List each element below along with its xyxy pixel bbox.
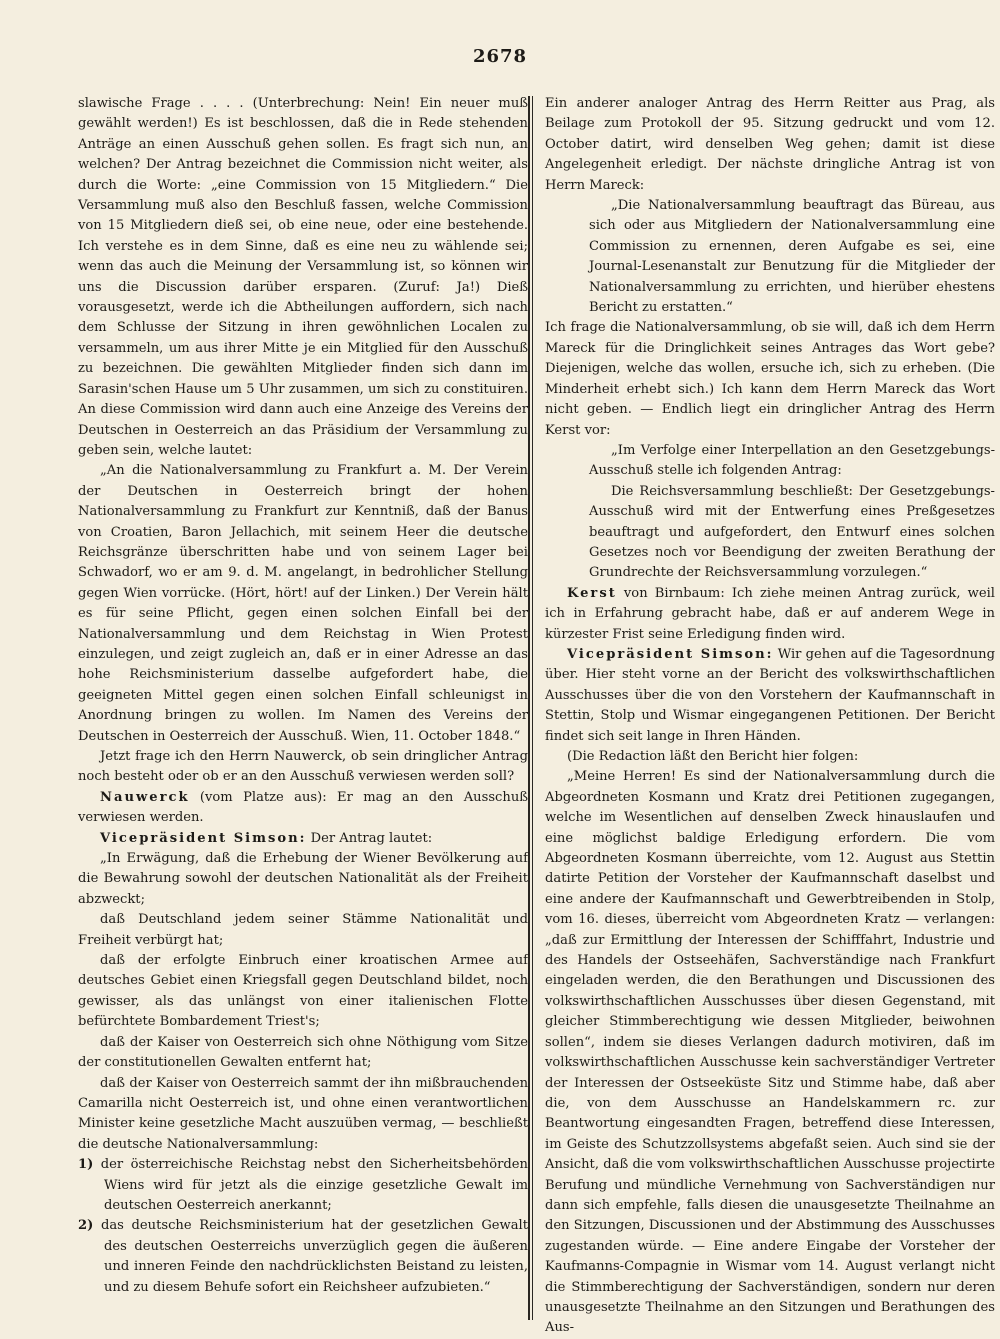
paragraph: Ich frage die Nationalversammlung, ob sie will, daß ich dem Herrn Mareck für die Dringlichkeit seines Antrages das Wort gebe? Diejenigen, welche das wollen, ersuche ich, sich zu erheben. (Die Minderheit erhebt sich.) Ich kann dem Herrn Mareck das Wort nicht geben. — Endlich liegt ein dringlicher Antrag des Herrn Kerst vor: — [545, 320, 995, 438]
motion-clause: daß der Kaiser von Oesterreich sich ohne Nöthigung vom Sitze der constitutionellen Gewalten entfernt hat; — [78, 1034, 528, 1071]
speaker-paragraph — [545, 584, 995, 645]
item-number: 1) — [78, 1157, 94, 1173]
left-column — [78, 94, 528, 1298]
quoted-motion: „Die Nationalversammlung beauftragt das Büreau, aus sich oder aus Mitgliedern der Nationalversammlung eine Commission zu ernennen, deren Aufgabe es sei, eine Journal-Lesenanstalt zur Benutzung für die Mitglieder der Nationalversammlung zu errichten, und hierüber ehestens Bericht zu erstatten.“ — [589, 198, 995, 316]
paragraph: Ein anderer analoger Antrag des Herrn Reitter aus Prag, als Beilage zum Protokoll der 95. Sitzung gedruckt und vom 12. October datirt, wird denselben Weg gehen; damit ist diese Angelegenheit erledigt. Der nächste dringliche Antrag ist von Herrn Mareck: — [545, 96, 995, 193]
speech-text: Der Antrag lautet: — [306, 830, 433, 846]
speaker-name: Kerst — [567, 585, 617, 601]
paragraph: slawische Frage . . . . (Unterbrechung: Nein! Ein neuer muß gewählt werden!) Es ist beschlossen, daß die in Rede stehenden Anträge an einen Ausschuß gehen sollen. Es fragt sich nun, an welchen? Der Antrag bezeichnet die Commission nicht weiter, als durch die Worte: „eine Commission von 15 Mitgliedern.“ Die Versammlung muß also den Beschluß fassen, welche Commission von 15 Mitgliedern dieß sei, ob eine neue, oder eine bestehende. Ich verstehe es in dem Sinne, daß es eine neu zu wählende sei; wenn das auch die Meinung der Versammlung ist, so können wir uns die Discussion darüber ersparen. (Zuruf: Ja!) Dieß vorausgesetzt, werde ich die Abtheilungen auffordern, sich nach dem Schlusse der Sitzung in ihren gewöhnlichen Localen zu versammeln, um aus ihrer Mitte je ein Mitglied für den Ausschuß zu bezeichnen. Die gewählten Mitglieder finden sich dann im Sarasin'schen Hause um 5 Uhr zusammen, um sich zu constituiren. An diese Commission wird dann auch eine Anzeige des Vereins der Deutschen in Oesterreich an das Präsidium der Versammlung zu geben sein, welche lautet: — [78, 96, 528, 458]
speaker-paragraph — [78, 788, 528, 829]
item-text: der österreichische Reichstag nebst den Sicherheitsbehörden Wiens wird für jetzt als die einzige gesetzliche Gewalt im deutschen Oesterreich anerkannt; — [100, 1157, 528, 1213]
paragraph: Jetzt frage ich den Herrn Nauwerck, ob sein dringlicher Antrag noch besteht oder ob er an den Ausschuß verwiesen werden soll? — [78, 749, 528, 785]
speech-text: (vom Platze aus): Er mag an den Ausschuß verwiesen werden. — [78, 789, 528, 826]
speech-text: Wir gehen auf die Tagesordnung über. Hier steht vorne an der Bericht des volkswirthschaftlichen Ausschusses über die von den Vorstehern der Kaufmannschaft in Stettin, Stolp und Wismar eingegangenen Petitionen. Der Bericht findet sich seit lange in Ihren Händen. — [545, 646, 996, 744]
right-column — [545, 94, 995, 1339]
item-text: das deutsche Reichsministerium hat der gesetzlichen Gewalt des deutschen Oesterreichs unverzüglich gegen die äußeren und inneren Feinde den nachdrücklichsten Beistand zu leisten, und zu diesem Behufe sofort ein Reichsheer aufzubieten.“ — [100, 1218, 528, 1295]
column-divider-inner — [532, 96, 533, 1320]
speaker-paragraph — [545, 645, 995, 747]
column-divider — [528, 96, 530, 1320]
report-text: „Meine Herren! Es sind der Nationalversammlung durch die Abgeordneten Kosmann und Kratz drei Petitionen zugegangen, welche im Wesentlichen auf denselben Zweck hinauslaufen und eine möglichst baldige Erledigung erfordern. Die vom Abgeordneten Kosmann überreichte, vom 12. August aus Stettin datirte Petition der Vorsteher der Kaufmannschaft daselbst und eine andere der Kaufmannschaft und Gewerbtreibenden in Stolp, vom 16. dieses, überreicht vom Abgeordneten Kratz — verlangen: „daß zur Ermittlung der Interessen der Schifffahrt, Industrie und des Handels der Ostseehäfen, Sachverständige nach Frankfurt eingeladen werden, die den Berathungen und Discussionen des volkswirthschaftlichen Ausschusses über diesen Gegenstand, mit gleicher Stimmberechtigung wie dessen Mitglieder, beiwohnen sollen“, indem sie dieses Verlangen dadurch motiviren, daß im volkswirthschaftlichen Ausschusse kein sachverständiger Vertreter der Interessen der Ostseeküste Sitz und Stimme habe, daß aber die, von dem Ausschusse an Handelskammern rc. zur Beantwortung eingesandten Fragen, betreffend diese Interessen, im Geiste des Schutzzollsystems abgefaßt seien. Auch sind sie der Ansicht, daß die vom volkswirthschaftlichen Ausschusse projectirte Berufung und mündliche Vernehmung von Sachverständigen nur dann sich empfehle, falls diesen die unausgesetzte Theilnahme an den Sitzungen, Discussionen und der Abstimmung des Ausschusses zugestanden würde. — Eine andere Eingabe der Vorsteher der Kaufmanns-Compagnie in Wismar vom 14. August verlangt nicht die Stimmberechtigung der Sachverständigen, sondern nur deren unausgesetzte Theilnahme an den Sitzungen und Berathungen des Aus- — [545, 769, 995, 1336]
speaker-name: Nauwerck — [100, 789, 190, 805]
speaker-paragraph — [78, 829, 528, 849]
editorial-note: (Die Redaction läßt den Bericht hier folgen: — [567, 749, 859, 764]
speaker-name: Vicepräsident Simson: — [100, 830, 307, 846]
page-number: 2678 — [472, 46, 528, 67]
speaker-name: Vicepräsident Simson: — [567, 646, 774, 662]
motion-clause: daß der Kaiser von Oesterreich sammt der ihn mißbrauchenden Camarilla nicht Oesterreich ist, und ohne einen verantwortlichen Minister keine gesetzliche Macht auszuüben vermag, — beschließt die deutsche Nationalversammlung: — [78, 1075, 528, 1152]
motion-item — [78, 1155, 528, 1216]
motion-item — [78, 1216, 528, 1298]
quoted-motion: Die Reichsversammlung beschließt: Der Gesetzgebungs-Ausschuß wird mit der Entwerfung eines Preßgesetzes beauftragt und aufgefordert, den Entwurf eines solchen Gesetzes noch vor Beendigung der zweiten Berathung der Grundrechte der Reichsversammlung vorzulegen.“ — [589, 483, 995, 581]
speech-text: von Birnbaum: Ich ziehe meinen Antrag zurück, weil ich in Erfahrung gebracht habe, daß er auf anderem Wege in kürzester Frist seine Erledigung finden wird. — [545, 585, 995, 642]
quoted-notice: „An die Nationalversammlung zu Frankfurt a. M. Der Verein der Deutschen in Oesterreich bringt der hohen Nationalversammlung zu Frankfurt zur Kenntniß, daß der Banus von Croatien, Baron Jellachich, mit seinem Heer die deutsche Reichsgränze überschritten habe und von seinem Lager bei Schwadorf, wo er am 9. d. M. angelangt, in bedrohlicher Stellung gegen Wien vorrücke. (Hört, hört! auf der Linken.) Der Verein hält es für seine Pflicht, gegen einen solchen Einfall bei der Nationalversammlung und dem Reichstag in Wien Protest einzulegen, und zeigt zugleich an, daß er in einer Adresse an das hohe Reichsministerium dasselbe aufgefordert habe, die geeigneten Mittel gegen einen solchen Einfall schleunigst in Anordnung bringen zu wollen. Im Namen des Vereins der Deutschen in Oesterreich der Ausschuß. Wien, 11. October 1848.“ — [78, 463, 528, 744]
item-number: 2) — [78, 1218, 94, 1234]
motion-clause: daß der erfolgte Einbruch einer kroatischen Armee auf deutsches Gebiet einen Kriegsfall gegen Deutschland bildet, noch gewisser, als das unlängst von einer italienischen Flotte befürchtete Bombardement Triest's; — [78, 953, 528, 1030]
motion-clause: „In Erwägung, daß die Erhebung der Wiener Bevölkerung auf die Bewahrung sowohl der deutschen Nationalität als der Freiheit abzweckt; — [78, 851, 528, 907]
motion-clause: daß Deutschland jedem seiner Stämme Nationalität und Freiheit verbürgt hat; — [78, 912, 528, 948]
quoted-motion: „Im Verfolge einer Interpellation an den Gesetzgebungs-Ausschuß stelle ich folgenden Antrag: — [589, 442, 995, 479]
